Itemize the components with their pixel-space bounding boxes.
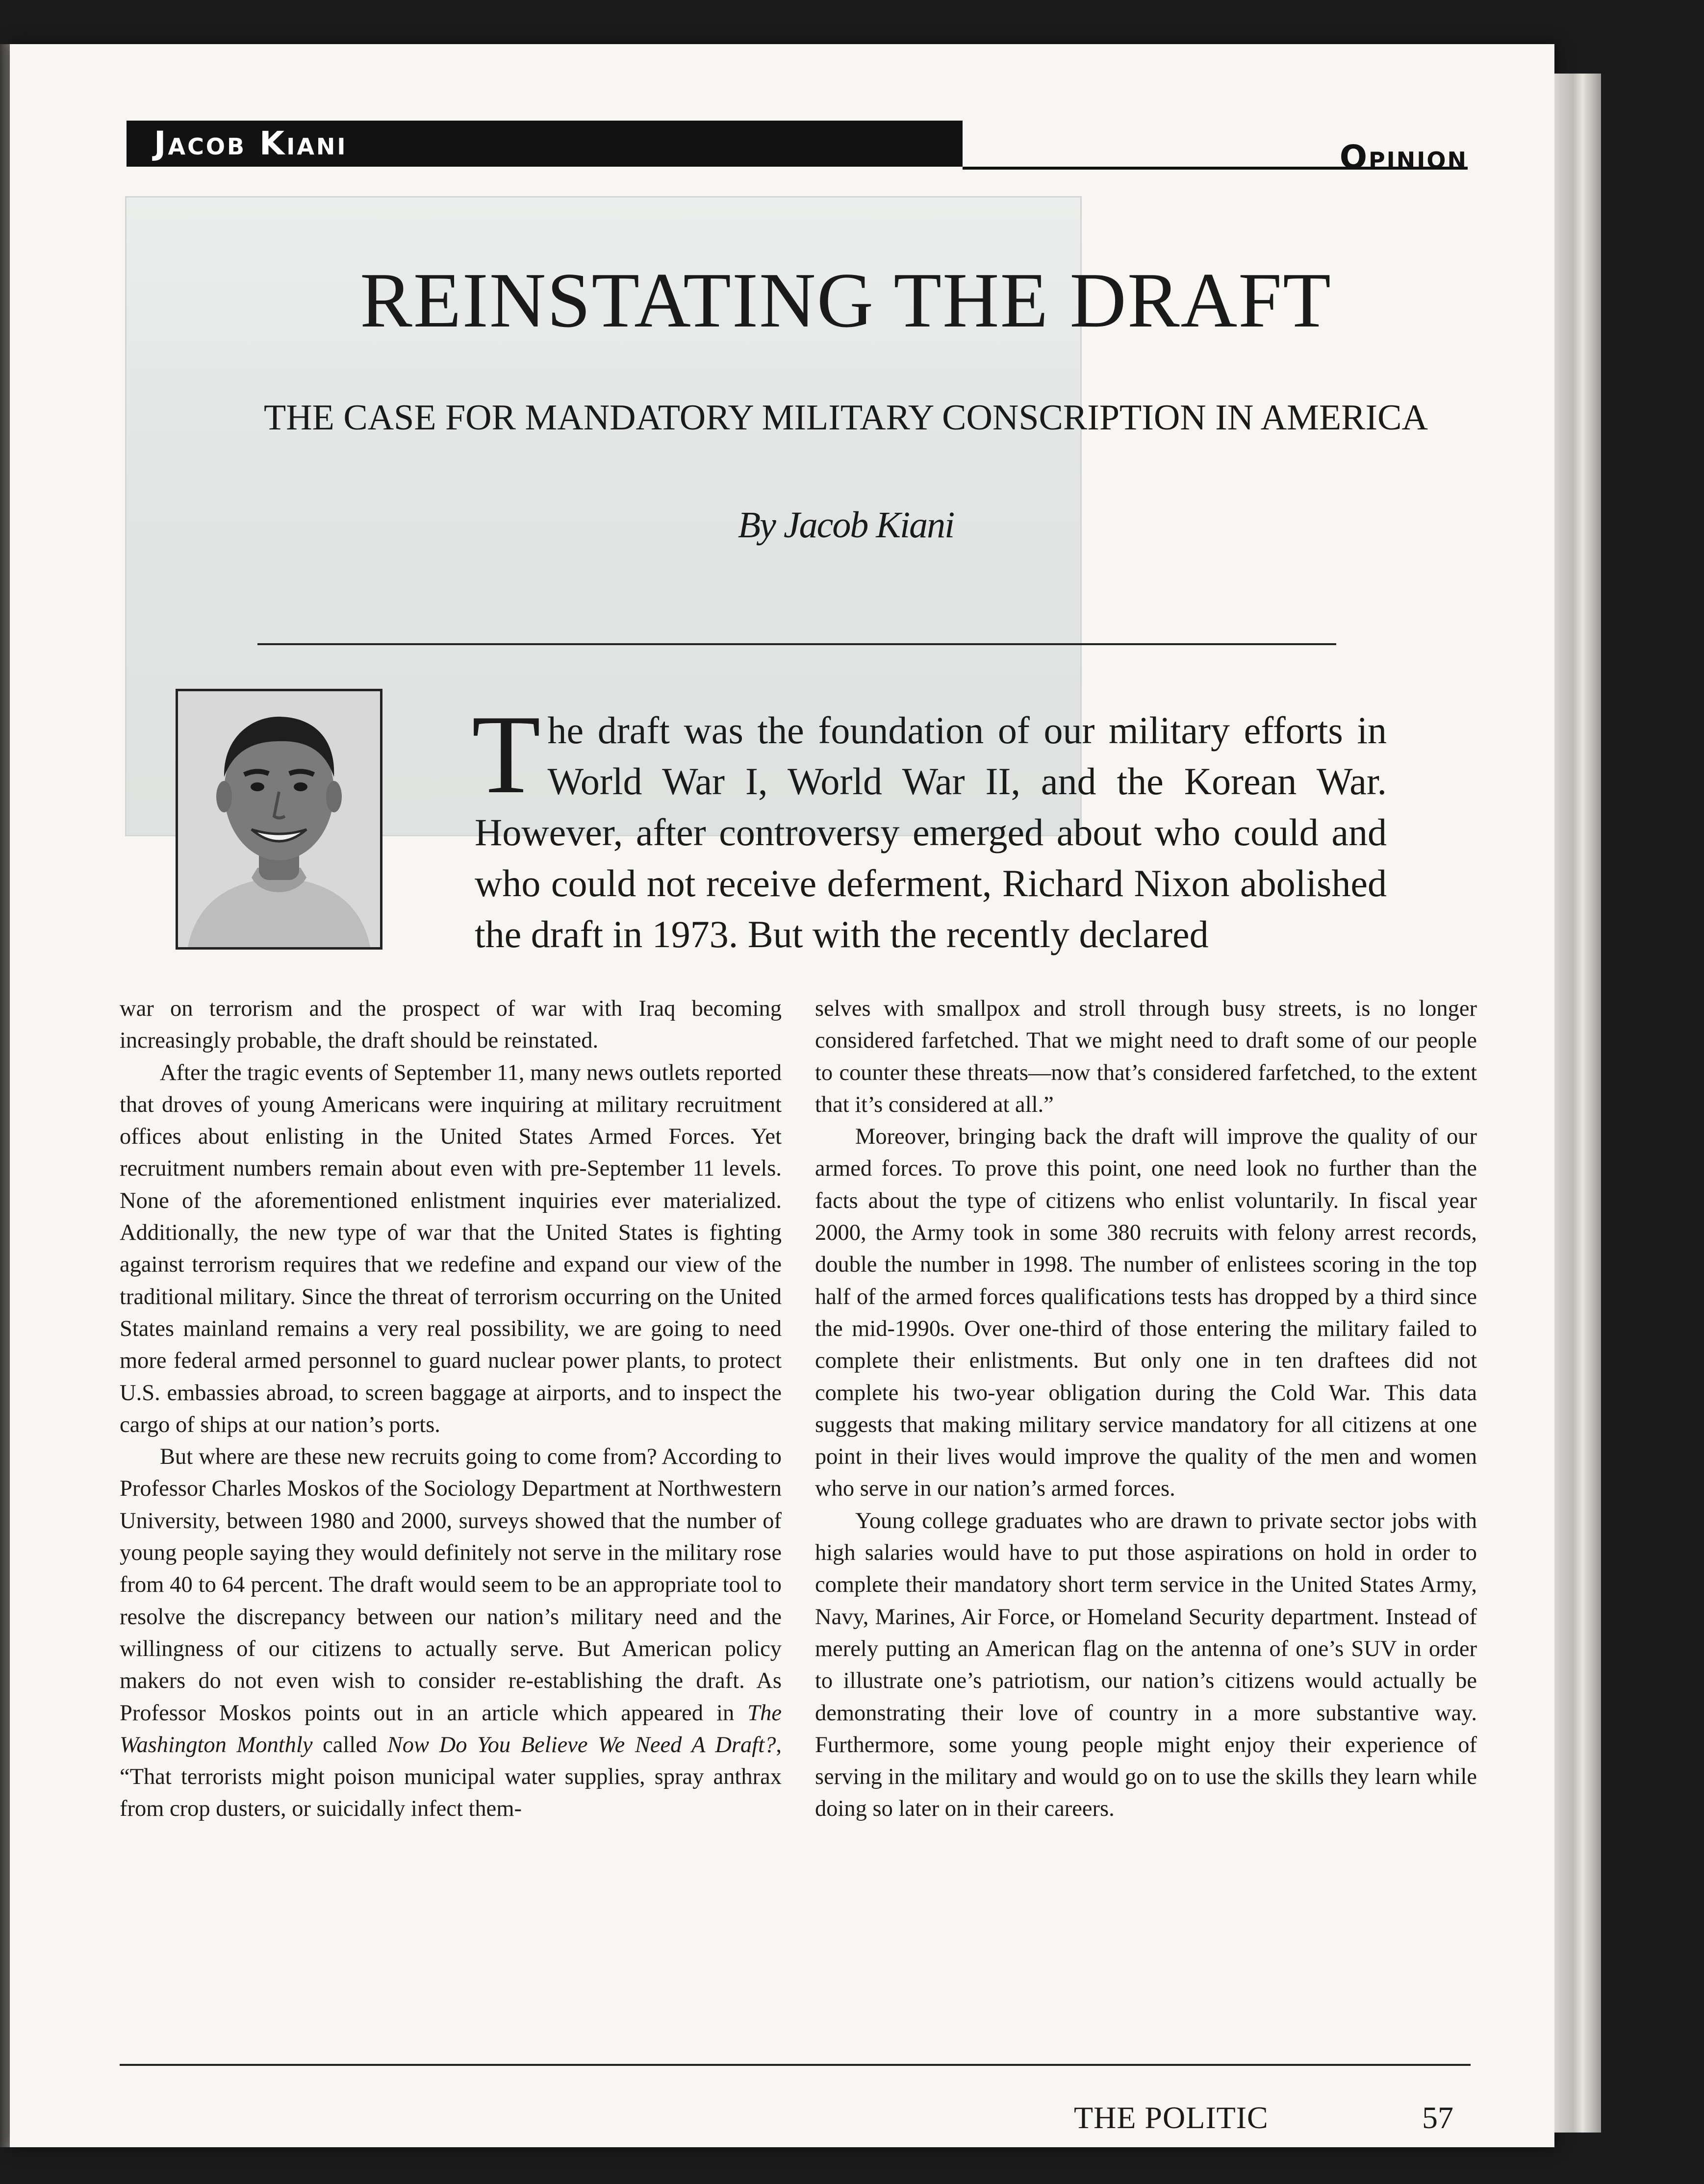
paragraph: Moreover, bringing back the draft will improve the quality of our armed forces. To prove this point, one need look no further than the facts about the type of citizens who enlist voluntarily. In fiscal year 2000, the Army took in some 380 recruits with felony arrest records, double the number in 1998. The number of enlistees scoring in the top half of the armed forces qualifications tests has dropped by a third since the mid-1990s. Over one-third of those entering the military failed to complete their enlistments. But only one in ten draftees did not complete his two-year obligation during the Cold War. This data suggests that making military service mandatory for all citizens at one point in their lives would improve the quality of the men and women who serve in our nation’s armed forces. bbox=[815, 1124, 1477, 1502]
body-column-right bbox=[815, 993, 1477, 1825]
publication-name: THE POLITIC bbox=[1074, 2100, 1269, 2135]
author-tag-bar bbox=[127, 121, 963, 167]
lead-paragraph bbox=[472, 692, 1387, 960]
article-subtitle: THE CASE FOR MANDATORY MILITARY CONSCRIPTION IN AMERICA bbox=[264, 398, 1428, 438]
paragraph: After the tragic events of September 11, many news outlets reported that droves of young Americans were inquiring at military recruitment offices about enlisting in the United States Armed Forces. Yet recruitment numbers remain about even with pre-September 11 levels. None of the aforementioned enlistment inquiries ever materialized. Additionally, the new type of war that the United States is fighting against terrorism requires that we redefine and expand our view of the traditional military. Since the threat of terrorism occurring on the United States mainland remains a very real possibility, we are going to need more federal armed personnel to guard nuclear power plants, to protect U.S. embassies abroad, to screen baggage at airports, and to inspect the cargo of ships at our nation’s ports. bbox=[120, 1060, 782, 1437]
article-title: REINSTATING THE DRAFT bbox=[360, 256, 1332, 344]
paragraph: selves with smallpox and stroll through busy streets, is no longer considered farfetched. That we might need to draft some of our people to counter these threats—now that’s considered farfetched, to the extent that it’s considered at all.” bbox=[815, 996, 1477, 1117]
body-column-left bbox=[120, 993, 782, 1825]
cited-article-title: Now Do You Believe We Need A Draft? bbox=[387, 1732, 776, 1757]
paragraph bbox=[120, 1441, 782, 1825]
author-portrait-icon bbox=[178, 691, 380, 947]
paragraph: war on terrorism and the prospect of war with Iraq becoming increasingly probable, the draft should be reinstated. bbox=[120, 996, 782, 1054]
drop-cap: T bbox=[472, 692, 541, 817]
section-label: Opinion bbox=[1339, 138, 1468, 176]
publication-title: The Washington Monthly bbox=[120, 1700, 782, 1757]
page-stack-edge bbox=[1554, 74, 1601, 2133]
article-byline: By Jacob Kiani bbox=[738, 504, 954, 546]
footer-rule bbox=[120, 2064, 1471, 2066]
lead-text: he draft was the foundation of our military efforts in World War I, World War II, and the Korean War. However, after controversy emerged about who could and who could not receive deferment, Richard Nixon abolished the draft in 1973. But with the recently declared bbox=[475, 709, 1387, 955]
text-run: , “That terrorists might poison municipal water supplies, spray anthrax from crop dusters, or suicidally infect them- bbox=[120, 1732, 782, 1822]
text-run: called bbox=[312, 1732, 387, 1757]
text-run: But where are these new recruits going to come from? According to Professor Charles Moskos of the Sociology Department at Northwestern University, between 1980 and 2000, surveys showed that the number of young people saying they would definitely not serve in the military rose from 40 to 64 percent. The draft would seem to be an appropriate tool to resolve the discrepancy between our nation’s military need and the willingness of our citizens to actually serve. But American policy makers do not even wish to consider re-establishing the draft. As Professor Moskos points out in an article which appeared in bbox=[120, 1444, 782, 1726]
author-photo bbox=[176, 689, 382, 950]
paragraph: Young college graduates who are drawn to private sector jobs with high salaries would have to put those aspirations on hold in order to complete their mandatory short term service in the United States Army, Navy, Marines, Air Force, or Homeland Security department. Instead of merely putting an American flag on the antenna of one’s SUV in order to illustrate one’s patriotism, our nation’s citizens would actually be demonstrating their love of country in a more substantive way. Furthermore, some young people might enjoy their experience of serving in the military and would go on to use the skills they learn while doing so later on in their careers. bbox=[815, 1508, 1477, 1822]
title-divider bbox=[257, 643, 1336, 645]
author-tag: Jacob Kiani bbox=[154, 125, 348, 162]
page-number: 57 bbox=[1422, 2100, 1453, 2135]
